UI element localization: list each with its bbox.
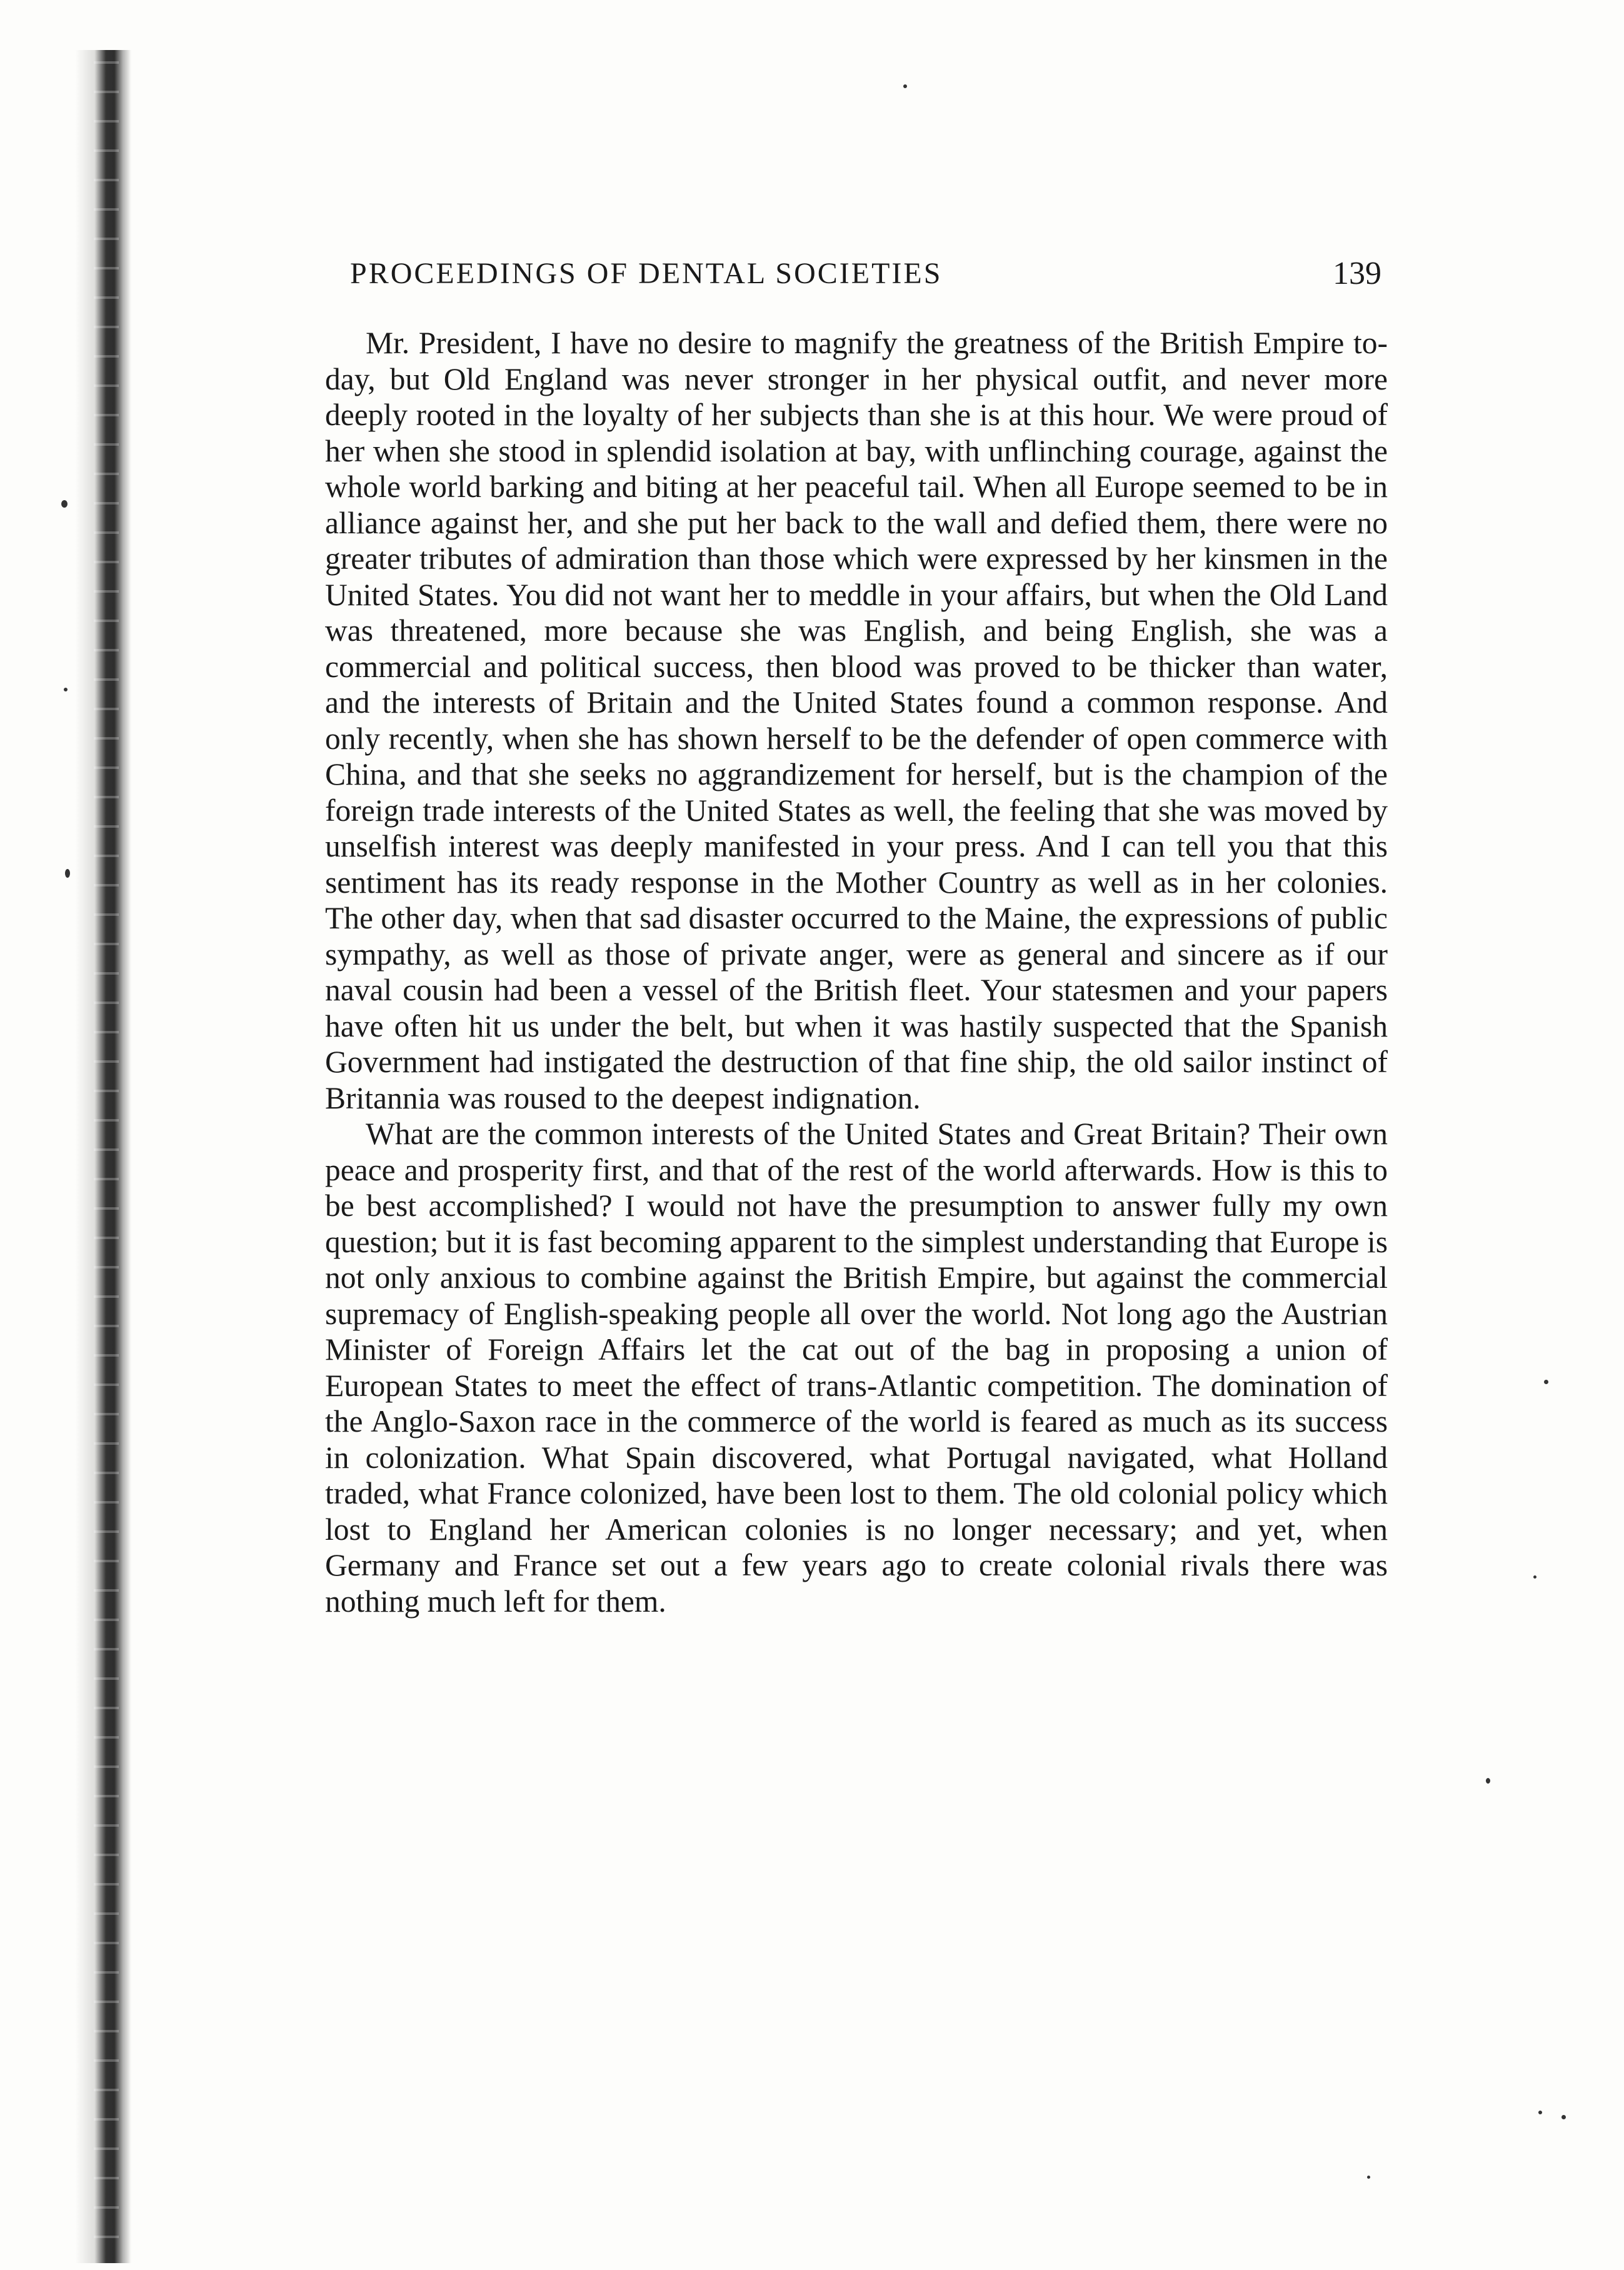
speck (903, 84, 907, 88)
body-text (325, 325, 1388, 1619)
running-title: PROCEEDINGS OF DENTAL SOCIETIES (350, 257, 943, 290)
speck (1486, 1778, 1490, 1784)
speck (61, 500, 68, 508)
page-number: 139 (1333, 256, 1381, 291)
speck (1533, 1575, 1536, 1579)
speck (65, 869, 70, 878)
speck (1367, 2176, 1370, 2179)
speck (1561, 2115, 1566, 2119)
binding-shadow (75, 50, 131, 2263)
paragraph-1: Mr. President, I have no desire to magnify the greatness of the British Empire to-day, but Old England was never stronger in her physical outfit, and never more deeply rooted in the loyalty of her subjects than she is at this hour. We were proud of her when she stood in splendid isolation at bay, with unflinching courage, against the whole world barking and biting at her peaceful tail. When all Europe seemed to be in alliance against her, and she put her back to the wall and defied them, there were no greater tributes of admiration than those which were expressed by her kinsmen in the United States. You did not want her to meddle in your affairs, but when the Old Land was threatened, more because she was English, and being English, she was a commercial and political success, then blood was proved to be thicker than water, and the interests of Britain and the United States found a common response. And only recently, when she has shown herself to be the defender of open commerce with China, and that she seeks no aggrandizement for herself, but is the champion of the foreign trade interests of the United States as well, the feeling that she was moved by unselfish interest was deeply manifested in your press. And I can tell you that this sentiment has its ready response in the Mother Country as well as in her colonies. The other day, when that sad disaster occurred to the Maine, the expressions of public sympathy, as well as those of private anger, were as general and sincere as if our naval cousin had been a vessel of the British fleet. Your statesmen and your papers have often hit us under the belt, but when it was hastily suspected that the Spanish Government had instigated the destruction of that fine ship, the old sailor instinct of Britannia was roused to the deepest indignation. (325, 326, 1388, 1115)
paragraph-2: What are the common interests of the United States and Great Britain? Their own peace and prosperity first, and that of the rest of the world afterwards. How is this to be best accomplished? I would not have the presumption to answer fully my own question; but it is fast becoming apparent to the simplest understanding that Europe is not only anxious to combine against the British Empire, but against the commercial supremacy of English-speaking people all over the world. Not long ago the Austrian Minister of Foreign Affairs let the cat out of the bag in proposing a union of European States to meet the effect of trans-Atlantic competition. The domination of the Anglo-Saxon race in the commerce of the world is feared as much as its success in colonization. What Spain discovered, what Portugal navigated, what Holland traded, what France colonized, have been lost to them. The old colonial policy which lost to England her American colonies is no longer necessary; and yet, when Germany and France set out a few years ago to create colonial rivals there was nothing much left for them. (325, 1117, 1388, 1619)
speck (1538, 2111, 1542, 2114)
speck (1544, 1380, 1548, 1384)
speck (64, 688, 68, 691)
